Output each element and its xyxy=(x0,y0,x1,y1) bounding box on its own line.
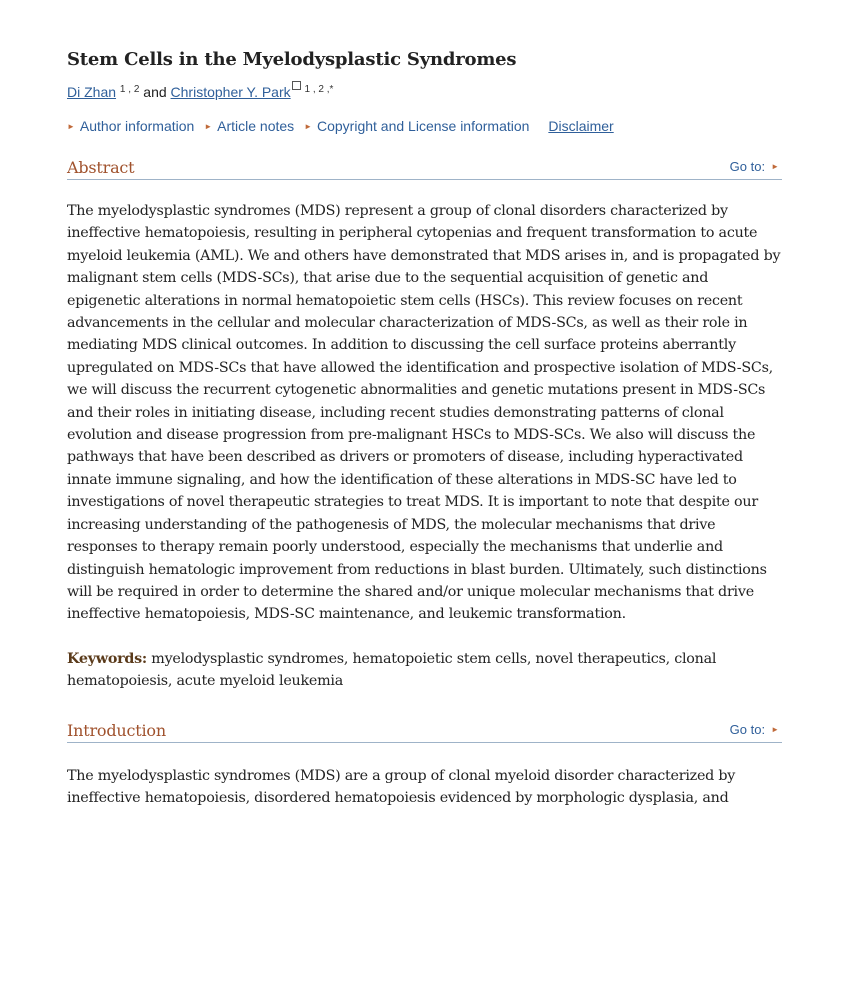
goto-label: Go to: xyxy=(729,159,766,174)
article-title: Stem Cells in the Myelodysplastic Syndromes xyxy=(67,49,517,70)
expand-triangle-icon: ► xyxy=(67,122,75,131)
author-link-zhan[interactable]: Di Zhan xyxy=(67,84,117,100)
copyright-license-link[interactable]: Copyright and License information xyxy=(317,118,530,134)
goto-menu-abstract[interactable] xyxy=(730,159,779,174)
goto-label: Go to: xyxy=(729,721,766,737)
abstract-heading: Abstract xyxy=(67,158,135,177)
author-link-park[interactable]: Christopher Y. Park xyxy=(170,84,291,100)
article-page xyxy=(67,47,782,809)
goto-menu-introduction[interactable] xyxy=(730,722,779,737)
keywords-text: myelodysplastic syndromes, hematopoietic stem cells, novel therapeutics, clonal hematopoiesis, acute myeloid leukemia xyxy=(67,650,717,690)
author-information-link[interactable]: Author information xyxy=(79,118,195,134)
author-affiliation: 1 , 2 ,* xyxy=(304,84,334,95)
article-info-links xyxy=(67,116,782,137)
author-list xyxy=(67,81,782,102)
introduction-text: The myelodysplastic syndromes (MDS) are a group of clonal myeloid disorder characterized by ineffective hematopoiesis, disordered hematopoiesis evidenced by morphologic dysplasia, and xyxy=(67,767,736,806)
abstract-text: The myelodysplastic syndromes (MDS) represent a group of clonal disorders characterized by ineffective hematopoiesis, resulting in peripheral cytopenias and frequent transformation to acute myeloid leukemia (AML). We and others have demonstrated that MDS arises in, and is propagated by malignant stem cells (MDS-SCs), that arise due to the sequential acquisition of genetic and epigenetic alterations in normal hematopoietic stem cells (HSCs). This review focuses on recent advancements in the cellular and molecular characterization of MDS-SCs, as well as their role in mediating MDS clinical outcomes. In addition to discussing the cell surface proteins aberrantly upregulated on MDS-SCs that have allowed the identification and prospective isolation of MDS-SCs, we will discuss the recurrent cytogenetic abnormalities and genetic mutations present in MDS-SCs and their roles in initiating disease, including recent studies demonstrating patterns of clonal evolution and disease progression from pre-malignant HSCs to MDS-SCs. We also will discuss the pathways that have been described as drivers or promoters of disease, including hyperactivated innate immune signaling, and how the identification of these alterations in MDS-SC have led to investigations of novel therapeutic strategies to treat MDS. It is important to note that despite our increasing understanding of the pathogenesis of MDS, the molecular mechanisms that drive responses to therapy remain poorly understood, especially the mechanisms that underlie and distinguish hematologic improvement from reductions in blast burden. Ultimately, such distinctions will be required in order to determine the shared and/or unique molecular mechanisms that drive ineffective hematopoiesis, MDS-SC maintenance, and leukemic transformation. xyxy=(67,203,781,623)
keywords-label: Keywords: xyxy=(67,650,147,667)
goto-triangle-icon: ► xyxy=(771,162,779,171)
authors-separator: and xyxy=(143,84,167,100)
keywords xyxy=(67,648,782,693)
article-notes-link[interactable]: Article notes xyxy=(217,118,295,134)
email-icon[interactable] xyxy=(292,81,301,90)
goto-triangle-icon: ► xyxy=(771,724,779,734)
expand-triangle-icon: ► xyxy=(304,122,312,131)
introduction-heading: Introduction xyxy=(67,720,166,740)
abstract-section-header xyxy=(67,152,782,180)
author-affiliation: 1 , 2 xyxy=(119,84,140,95)
introduction-section-header xyxy=(67,715,782,743)
disclaimer-link[interactable]: Disclaimer xyxy=(548,118,614,134)
expand-triangle-icon: ► xyxy=(204,122,213,131)
